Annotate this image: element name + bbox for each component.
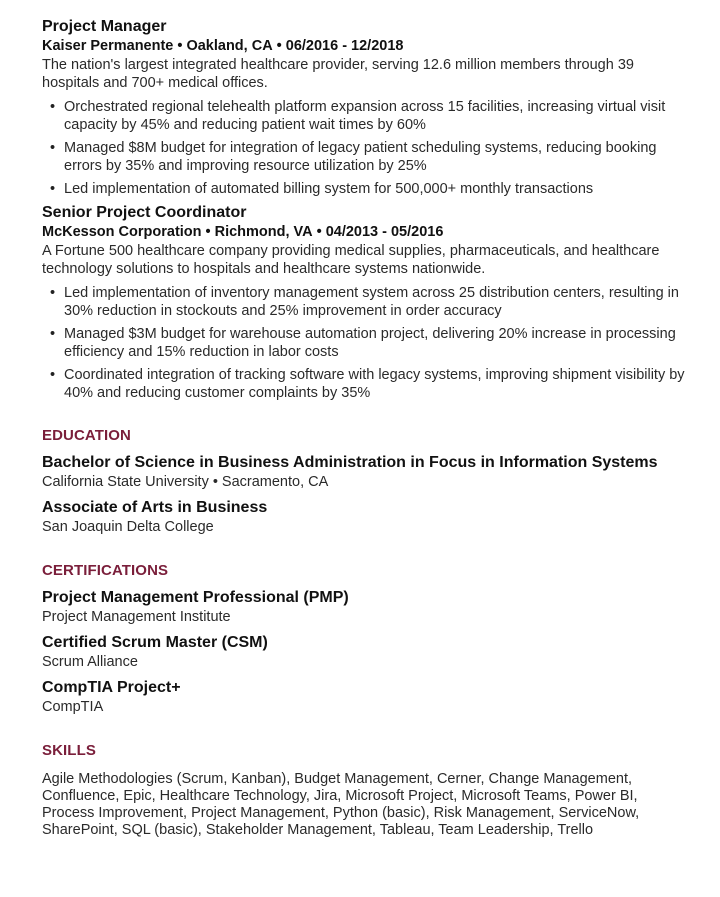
meta-separator: •: [177, 38, 183, 54]
certification-entry: [42, 677, 688, 717]
certification-title: CompTIA Project+: [42, 679, 181, 696]
certification-issuer: Scrum Alliance: [42, 654, 138, 670]
education-institution-line: [42, 473, 688, 492]
job-title: Project Manager: [42, 18, 167, 35]
job-bullets: [42, 284, 688, 402]
education-section: [42, 426, 688, 537]
certification-issuer: Project Management Institute: [42, 609, 231, 625]
section-heading-skills: SKILLS: [42, 742, 96, 759]
meta-separator: •: [212, 474, 218, 490]
job-bullet: • Led implementation of inventory management system across 25 distribution centers, resulting in 30% reduction in stockouts and 25% improvement in order accuracy: [64, 284, 688, 320]
institution-name: California State University: [42, 474, 209, 490]
certification-title: Certified Scrum Master (CSM): [42, 634, 268, 651]
job-bullets: [42, 98, 688, 198]
job-dates: 06/2016 - 12/2018: [285, 38, 404, 54]
job-company: Kaiser Permanente: [42, 38, 174, 54]
job-bullet: • Coordinated integration of tracking software with legacy systems, improving shipment visibility by 40% and reducing customer complaints by 35%: [64, 366, 688, 402]
certification-entry: [42, 587, 688, 627]
education-entry: [42, 452, 688, 492]
certification-title: Project Management Professional (PMP): [42, 589, 349, 606]
section-heading-certifications: CERTIFICATIONS: [42, 562, 169, 579]
job-meta: [42, 37, 688, 56]
skills-list: Agile Methodologies (Scrum, Kanban), Budget Management, Cerner, Change Management, Confluence, Epic, Healthcare Technology, Jira, Microsoft Project, Microsoft Teams, Power BI, Process Improvement, Project Management, Python (basic), Risk Management, ServiceNow, SharePoint, SQL (basic), Stakeholder Management, Tableau, Team Leadership, Trello: [42, 771, 640, 838]
job-location: Oakland, CA: [186, 38, 273, 54]
certifications-section: [42, 561, 688, 717]
job-company: McKesson Corporation: [42, 224, 202, 240]
degree-title: Associate of Arts in Business: [42, 499, 268, 516]
skills-section: [42, 741, 688, 839]
meta-separator: •: [316, 224, 322, 240]
institution-location: Sacramento, CA: [221, 474, 329, 490]
job-location: Richmond, VA: [214, 224, 313, 240]
job-entry: [42, 203, 688, 402]
job-bullet: • Led implementation of automated billing system for 500,000+ monthly transactions: [64, 180, 688, 198]
job-description: The nation's largest integrated healthcare provider, serving 12.6 million members through 39 hospitals and 700+ medical offices.: [42, 57, 634, 91]
certification-issuer: CompTIA: [42, 699, 104, 715]
education-entry: [42, 497, 688, 537]
job-meta: [42, 223, 688, 242]
job-bullet: • Managed $8M budget for integration of legacy patient scheduling systems, reducing booking errors by 35% and improving resource utilization by 25%: [64, 139, 688, 175]
certification-entry: [42, 632, 688, 672]
institution-name: San Joaquin Delta College: [42, 519, 214, 535]
meta-separator: •: [276, 38, 282, 54]
job-bullet: • Orchestrated regional telehealth platform expansion across 15 facilities, increasing virtual visit capacity by 45% and reducing patient wait times by 60%: [64, 98, 688, 134]
job-bullet: • Managed $3M budget for warehouse automation project, delivering 20% increase in processing efficiency and 15% reduction in labor costs: [64, 325, 688, 361]
section-heading-education: EDUCATION: [42, 427, 131, 444]
meta-separator: •: [205, 224, 211, 240]
job-title: Senior Project Coordinator: [42, 204, 247, 221]
degree-title: Bachelor of Science in Business Administration in Focus in Information Systems: [42, 454, 658, 471]
job-description: A Fortune 500 healthcare company providing medical supplies, pharmaceuticals, and healthcare technology solutions to hospitals and healthcare systems nationwide.: [42, 243, 660, 277]
job-entry: [42, 17, 688, 198]
job-dates: 04/2013 - 05/2016: [325, 224, 444, 240]
